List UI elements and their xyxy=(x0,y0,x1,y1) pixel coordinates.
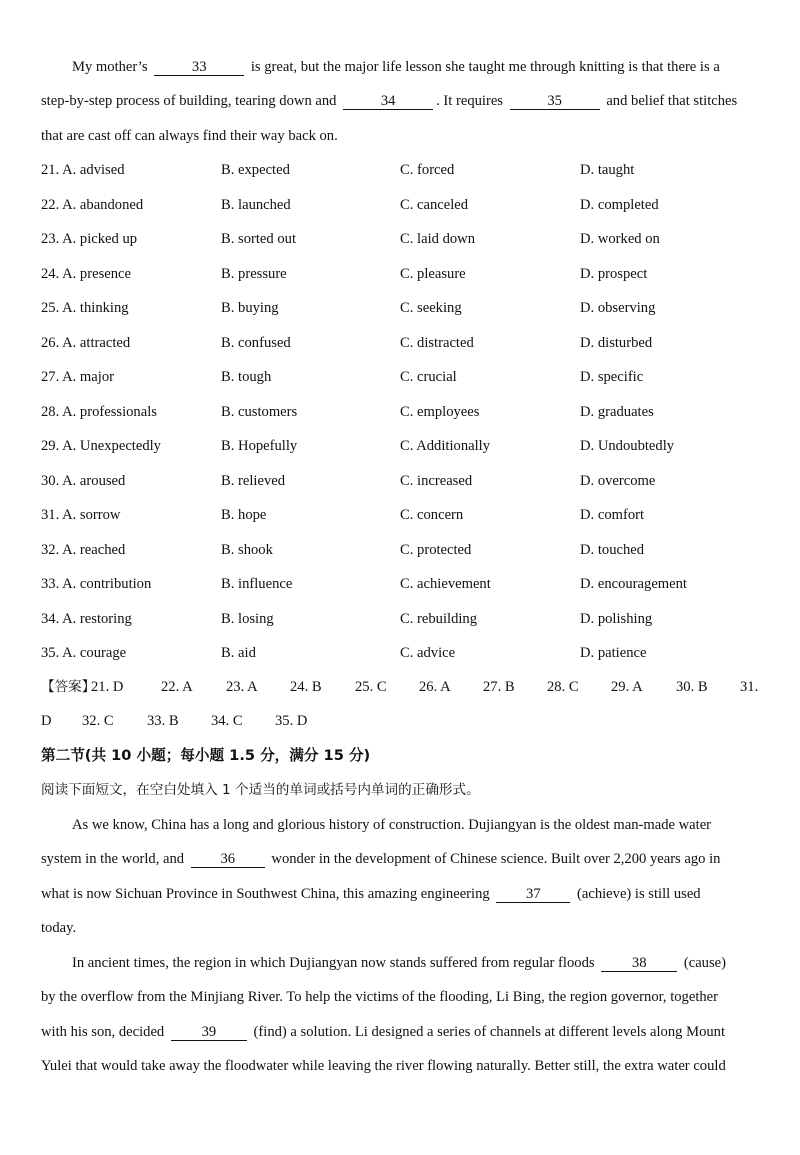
option-c: C. crucial xyxy=(400,369,457,385)
option-c: C. pleasure xyxy=(400,266,466,282)
answer-item: 25. C xyxy=(355,679,387,695)
text: step-by-step process of building, tearing down and xyxy=(41,93,337,109)
question-number: 24. xyxy=(41,266,60,282)
option-b: B. influence xyxy=(221,576,293,592)
option-d: D. comfort xyxy=(580,507,645,523)
option-b: B. pressure xyxy=(221,266,287,282)
text: My mother’s xyxy=(72,59,148,75)
question-number: 28. xyxy=(41,404,60,420)
blank-35: 35 xyxy=(510,93,600,110)
blank-39: 39 xyxy=(171,1024,247,1041)
option-d: D. Undoubtedly xyxy=(580,438,675,454)
answer-item: 29. A xyxy=(611,679,643,695)
option-b: B. losing xyxy=(221,611,274,627)
passage2-p2-line3 xyxy=(41,1021,764,1043)
option-d: D. graduates xyxy=(580,404,654,420)
answer-item: 27. B xyxy=(483,679,515,695)
answer-item: 21. D xyxy=(91,679,124,695)
option-a: A. sorrow xyxy=(62,507,121,523)
question-number-and-option-a xyxy=(41,401,157,423)
question-number-and-option-a xyxy=(41,194,143,216)
option-a: A. reached xyxy=(62,542,126,558)
option-a: A. presence xyxy=(62,266,131,282)
option-c: C. protected xyxy=(400,542,472,558)
question-number-and-option-a xyxy=(41,608,132,630)
option-d: D. encouragement xyxy=(580,576,687,592)
question-number: 27. xyxy=(41,369,60,385)
option-c: C. distracted xyxy=(400,335,474,351)
question-number-and-option-a xyxy=(41,332,130,354)
option-b: B. hope xyxy=(221,507,267,523)
question-number-and-option-a xyxy=(41,297,129,319)
option-a: A. thinking xyxy=(62,300,129,316)
passage2-p2-line2: by the overflow from the Minjiang River. To help the victims of the flooding, Li Bing, the region governor, together xyxy=(41,989,719,1005)
option-d: D. specific xyxy=(580,369,644,385)
question-number: 23. xyxy=(41,231,60,247)
question-number: 33. xyxy=(41,576,60,592)
option-a: A. contribution xyxy=(62,576,152,592)
option-b: B. customers xyxy=(221,404,298,420)
question-number-and-option-a xyxy=(41,159,125,181)
option-c: C. laid down xyxy=(400,231,475,247)
option-b: B. Hopefully xyxy=(221,438,298,454)
option-b: B. tough xyxy=(221,369,272,385)
blank-37: 37 xyxy=(496,886,570,903)
passage2-p2-line4: Yulei that would take away the floodwater while leaving the river flowing naturally. Better still, the extra water could xyxy=(41,1058,726,1074)
option-d: D. patience xyxy=(580,645,647,661)
answer-item: 28. C xyxy=(547,679,579,695)
text: (find) a solution. Li designed a series of channels at different levels along Mount xyxy=(253,1024,726,1040)
answer-item: 32. C xyxy=(82,713,114,729)
blank-36: 36 xyxy=(191,851,265,868)
passage2-p1-line1: As we know, China has a long and glorious history of construction. Dujiangyan is the oldest man-made water xyxy=(72,817,712,833)
option-d: D. polishing xyxy=(580,611,653,627)
answer-item: 22. A xyxy=(161,679,193,695)
option-d: D. prospect xyxy=(580,266,648,282)
option-b: B. buying xyxy=(221,300,279,316)
option-a: A. attracted xyxy=(62,335,131,351)
option-a: A. advised xyxy=(62,162,125,178)
option-d: D. worked on xyxy=(580,231,660,247)
text: (achieve) is still used xyxy=(577,886,701,902)
option-b: B. aid xyxy=(221,645,256,661)
answer-item: 26. A xyxy=(419,679,451,695)
option-d: D. taught xyxy=(580,162,635,178)
option-c: C. concern xyxy=(400,507,464,523)
passage2-p1-line2 xyxy=(41,848,764,870)
answer-item: 33. B xyxy=(147,713,179,729)
option-a: A. picked up xyxy=(62,231,138,247)
option-d: D. disturbed xyxy=(580,335,653,351)
question-number-and-option-a xyxy=(41,539,125,561)
option-b: B. sorted out xyxy=(221,231,296,247)
answer-item: D xyxy=(41,713,52,729)
text: system in the world, and xyxy=(41,851,185,867)
option-d: D. completed xyxy=(580,197,659,213)
answer-item: 31. xyxy=(740,679,759,695)
question-number-and-option-a xyxy=(41,470,125,492)
option-b: B. shook xyxy=(221,542,273,558)
question-number: 22. xyxy=(41,197,60,213)
option-c: C. advice xyxy=(400,645,456,661)
question-number-and-option-a xyxy=(41,435,161,457)
option-c: C. canceled xyxy=(400,197,469,213)
text: is great, but the major life lesson she taught me through knitting is that there is a xyxy=(250,59,720,75)
option-c: C. rebuilding xyxy=(400,611,478,627)
passage1-line2 xyxy=(41,90,764,112)
option-d: D. observing xyxy=(580,300,656,316)
question-number: 21. xyxy=(41,162,60,178)
question-number-and-option-a xyxy=(41,366,114,388)
passage1-line3: that are cast off can always find their way back on. xyxy=(41,128,338,144)
passage2-p1-line4: today. xyxy=(41,920,77,936)
text: and belief that stitches xyxy=(606,93,738,109)
passage1-line1 xyxy=(72,56,764,78)
question-number-and-option-a xyxy=(41,573,151,595)
option-a: A. aroused xyxy=(62,473,126,489)
question-number: 32. xyxy=(41,542,60,558)
option-d: D. overcome xyxy=(580,473,656,489)
option-c: C. achievement xyxy=(400,576,491,592)
answer-label: 【答案】 xyxy=(41,679,96,695)
option-b: B. confused xyxy=(221,335,291,351)
text: wonder in the development of Chinese science. Built over 2,200 years ago in xyxy=(271,851,721,867)
option-c: C. seeking xyxy=(400,300,462,316)
answer-item: 23. A xyxy=(226,679,258,695)
question-number-and-option-a xyxy=(41,642,126,664)
question-number: 25. xyxy=(41,300,60,316)
question-number: 30. xyxy=(41,473,60,489)
question-number: 26. xyxy=(41,335,60,351)
option-a: A. restoring xyxy=(62,611,132,627)
option-c: C. Additionally xyxy=(400,438,490,454)
section-heading: 第二节(共 10 小题；每小题 1.5 分，满分 15 分) xyxy=(41,747,371,764)
answer-item: 30. B xyxy=(676,679,708,695)
option-d: D. touched xyxy=(580,542,645,558)
section-instruction: 阅读下面短文，在空白处填入 1 个适当的单词或括号内单词的正确形式。 xyxy=(41,782,480,798)
question-number: 29. xyxy=(41,438,60,454)
text: with his son, decided xyxy=(41,1024,165,1040)
question-number: 35. xyxy=(41,645,60,661)
option-b: B. relieved xyxy=(221,473,286,489)
question-number: 31. xyxy=(41,507,60,523)
option-b: B. launched xyxy=(221,197,291,213)
option-a: A. major xyxy=(62,369,114,385)
option-c: C. forced xyxy=(400,162,455,178)
option-c: C. increased xyxy=(400,473,473,489)
option-b: B. expected xyxy=(221,162,290,178)
blank-38: 38 xyxy=(601,955,677,972)
passage2-p2-line1 xyxy=(72,952,764,974)
option-a: A. professionals xyxy=(62,404,157,420)
question-number-and-option-a xyxy=(41,263,131,285)
text: . It requires xyxy=(436,93,503,109)
question-number-and-option-a xyxy=(41,504,120,526)
question-number: 34. xyxy=(41,611,60,627)
answer-item: 34. C xyxy=(211,713,243,729)
option-c: C. employees xyxy=(400,404,480,420)
option-a: A. courage xyxy=(62,645,127,661)
answer-item: 24. B xyxy=(290,679,322,695)
answer-item: 35. D xyxy=(275,713,308,729)
blank-34: 34 xyxy=(343,93,433,110)
option-a: A. Unexpectedly xyxy=(62,438,161,454)
blank-33: 33 xyxy=(154,59,244,76)
text: (cause) xyxy=(683,955,726,971)
text: In ancient times, the region in which Dujiangyan now stands suffered from regular floods xyxy=(72,955,595,971)
text: what is now Sichuan Province in Southwest China, this amazing engineering xyxy=(41,886,490,902)
question-number-and-option-a xyxy=(41,228,137,250)
option-a: A. abandoned xyxy=(62,197,144,213)
passage2-p1-line3 xyxy=(41,883,764,905)
